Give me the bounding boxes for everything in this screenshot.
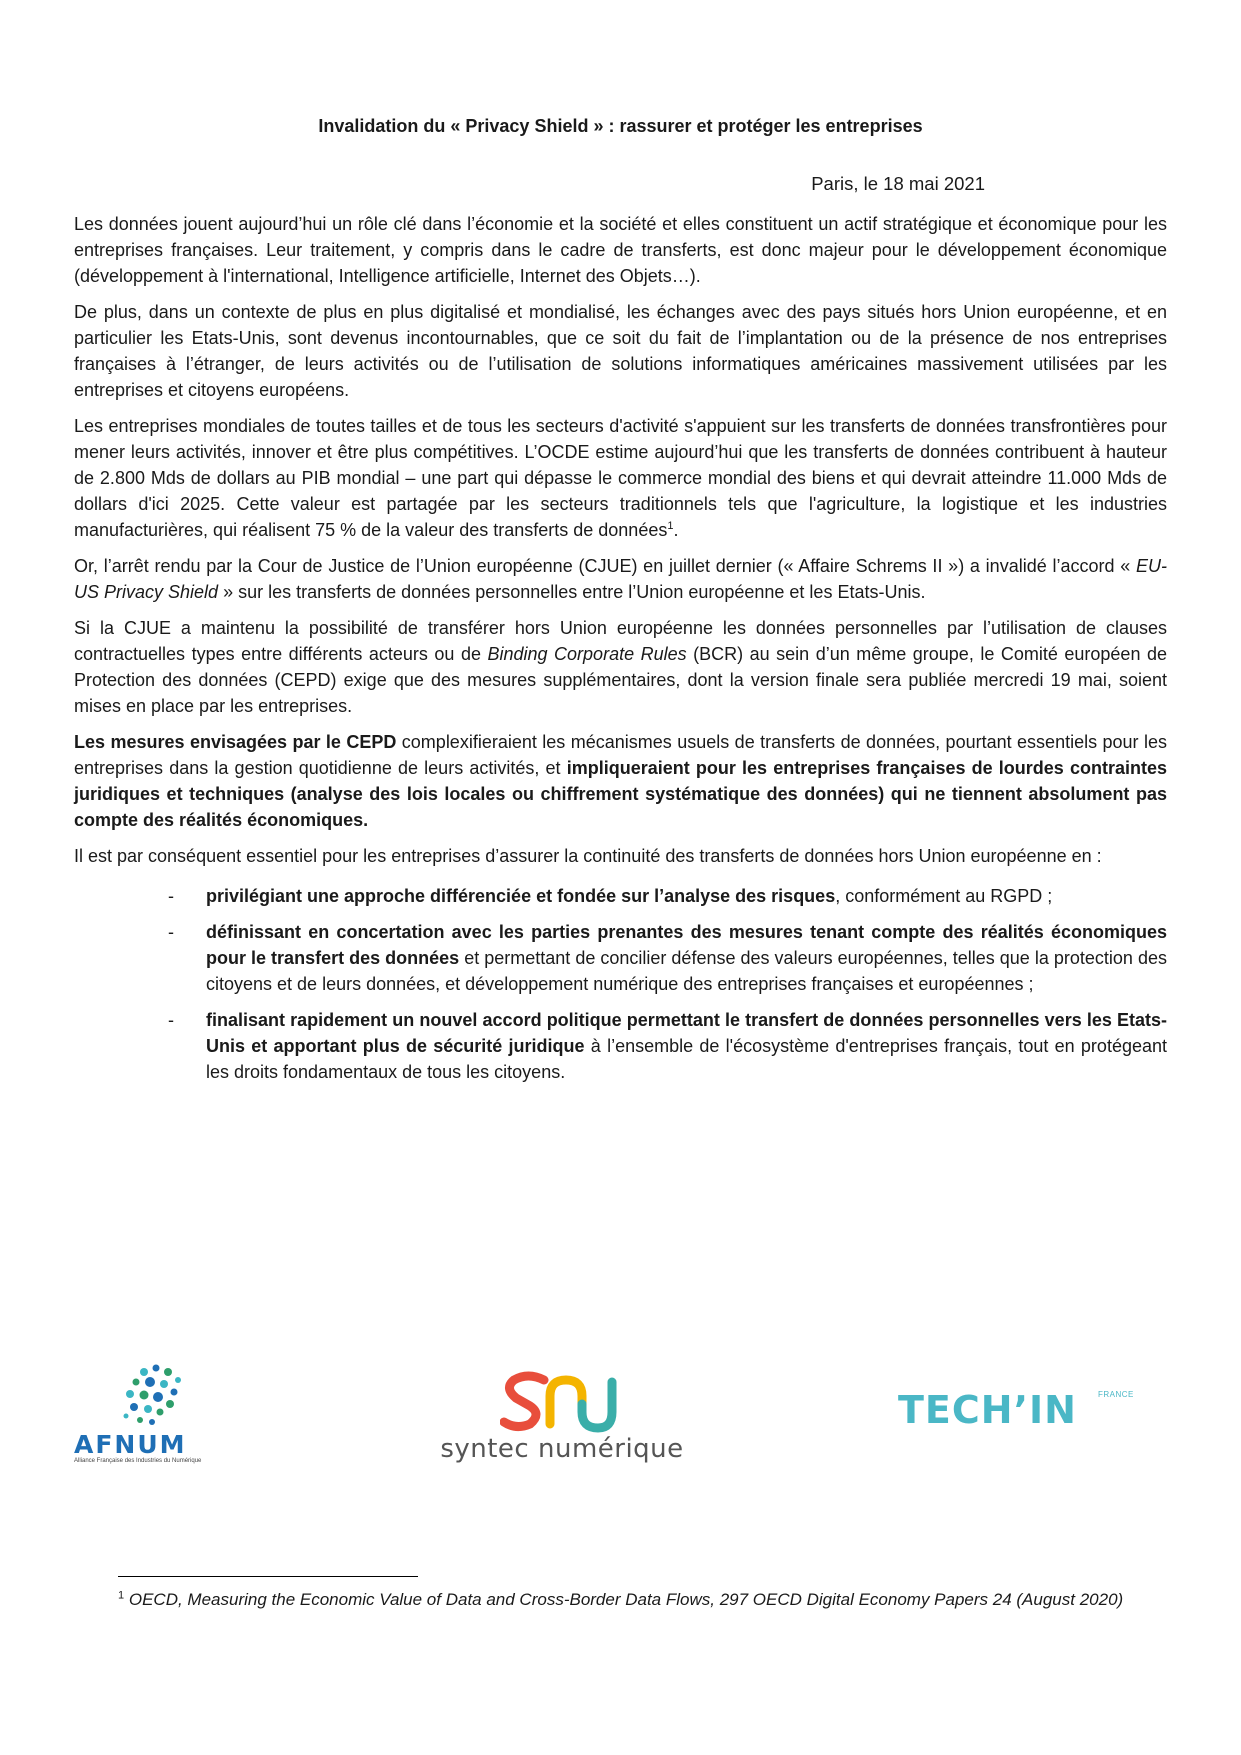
footnote-divider (118, 1576, 418, 1577)
syntec-wordmark: syntec numérique (440, 1434, 684, 1464)
document-body (74, 211, 1167, 1095)
list-item-text: à l’ensemble de l'écosystème d'entreprises français, tout en protégeant les droits fondamentaux de tous les citoyens. (206, 1036, 1167, 1082)
list-dash: - (168, 886, 174, 906)
syntec-sn-icon (500, 1368, 620, 1438)
paragraph-1: Les données jouent aujourd’hui un rôle clé dans l’économie et la société et elles constituent un actif stratégique et économique pour les entreprises françaises. Leur traitement, y compris dans le cadre de transferts, est donc majeur pour le développement économique (développement à l'international, Intelligence artificielle, Internet des Objets…). (74, 214, 1167, 286)
syntec-logo (432, 1368, 692, 1478)
afnum-name: AFNUM (74, 1430, 187, 1459)
paragraph-4-text-a: Or, l’arrêt rendu par la Cour de Justice de l’Union européenne (CJUE) en juillet dernier (« Affaire Schrems II ») a invalidé l’accord « (74, 556, 1136, 576)
list-item (74, 1007, 1167, 1085)
paragraph-6-bold-1: Les mesures envisagées par le CEPD (74, 732, 397, 752)
list-item (74, 883, 1167, 909)
paragraph-6-bold-2: impliqueraient pour les entreprises françaises de lourdes contraintes juridiques et techniques (analyse des lois locales ou chiffrement systématique des données) qui ne tiennent absolument pas compte des réalités économiques. (74, 758, 1167, 830)
paragraph-5-italic: Binding Corporate Rules (487, 644, 687, 664)
document-title: Invalidation du « Privacy Shield » : rassurer et protéger les entreprises (318, 116, 923, 136)
paragraph-6 (74, 729, 1167, 833)
footnote-text: OECD, Measuring the Economic Value of Data and Cross-Border Data Flows, 297 OECD Digital Economy Papers 24 (August 2020) (128, 1590, 1124, 1609)
paragraph-7: Il est par conséquent essentiel pour les entreprises d’assurer la continuité des transferts de données hors Union européenne en : (74, 846, 1102, 866)
paragraph-4-text-b: » sur les transferts de données personnelles entre l’Union européenne et les Etats-Unis. (218, 582, 926, 602)
paragraph-5 (74, 615, 1167, 719)
footnote-reference: 1 (667, 520, 674, 532)
partner-logos (0, 1340, 1241, 1480)
techin-wordmark: TECH’IN (898, 1388, 1077, 1432)
list-dash: - (168, 1010, 174, 1030)
paragraph-2: De plus, dans un contexte de plus en plus digitalisé et mondialisé, les échanges avec des pays situés hors Union européenne, et en particulier les Etats-Unis, sont devenus incontournables, que ce soit du fait de l’implantation ou de la présence de nos entreprises françaises à l’étranger, de leurs activités ou de l’utilisation de solutions informatiques américaines massivement utilisées par les entreprises et citoyens européens. (74, 302, 1167, 400)
techin-logo (898, 1390, 1158, 1450)
paragraph-5-text-a: Si la CJUE a maintenu la possibilité de transférer hors Union européenne les données personnelles par l’utilisation de clauses contractuelles types entre différents acteurs ou de (74, 618, 1167, 664)
footnote-marker: 1 (118, 1589, 125, 1602)
list-dash: - (168, 922, 174, 942)
list-item-bold: définissant en concertation avec les parties prenantes des mesures tenant compte des réalités économiques pour le transfert des données (206, 922, 1167, 968)
list-item-text: , conformément au RGPD ; (835, 886, 1053, 906)
recommendations-list (74, 883, 1167, 1085)
paragraph-3-text: Les entreprises mondiales de toutes tailles et de tous les secteurs d'activité s'appuient sur les transferts de données transfrontières pour mener leurs activités, innover et être plus compétitives. L’OCDE estime aujourd’hui que les transferts de données contribuent à hauteur de 2.800 Mds de dollars au PIB mondial – une part qui dépasse le commerce mondial des biens et qui devrait atteindre 11.000 Mds de dollars d'ici 2025. Cette valeur est partagée par les secteurs traditionnels tels que l'agriculture, la logistique et les industries manufacturières, qui réalisent 75 % de la valeur des transferts de données (74, 416, 1167, 540)
list-item (74, 919, 1167, 997)
paragraph-6-text: complexifieraient les mécanismes usuels de transferts de données, pourtant essentiels pour les entreprises dans la gestion quotidienne de leurs activités, et (74, 732, 1168, 778)
list-item-text: et permettant de concilier défense des valeurs européennes, telles que la protection des citoyens et de leurs données, et développement numérique des entreprises françaises et européennes ; (206, 948, 1167, 994)
paragraph-3-end: . (673, 520, 679, 540)
paragraph-4-italic: EU-US Privacy Shield (74, 556, 1167, 602)
list-item-bold: finalisant rapidement un nouvel accord politique permettant le transfert de données personnelles vers les Etats-Unis et apportant plus de sécurité juridique (206, 1010, 1167, 1056)
afnum-wordmark (74, 1430, 254, 1459)
list-item-bold: privilégiant une approche différenciée et fondée sur l’analyse des risques (206, 886, 836, 906)
paragraph-5-text-b: (BCR) au sein d’un même groupe, le Comité européen de Protection des données (CEPD) exige que des mesures supplémentaires, dont la version finale sera publiée mercredi 19 mai, soient mises en place par les entreprises. (74, 644, 1167, 716)
footnote (118, 1588, 1128, 1612)
dateline: Paris, le 18 mai 2021 (811, 173, 985, 194)
techin-suffix: FRANCE (1098, 1390, 1134, 1399)
afnum-logo (74, 1360, 254, 1470)
paragraph-4 (74, 553, 1167, 605)
paragraph-3 (74, 413, 1167, 543)
afnum-tagline: Alliance Française des Industries du Numérique (74, 1458, 202, 1464)
